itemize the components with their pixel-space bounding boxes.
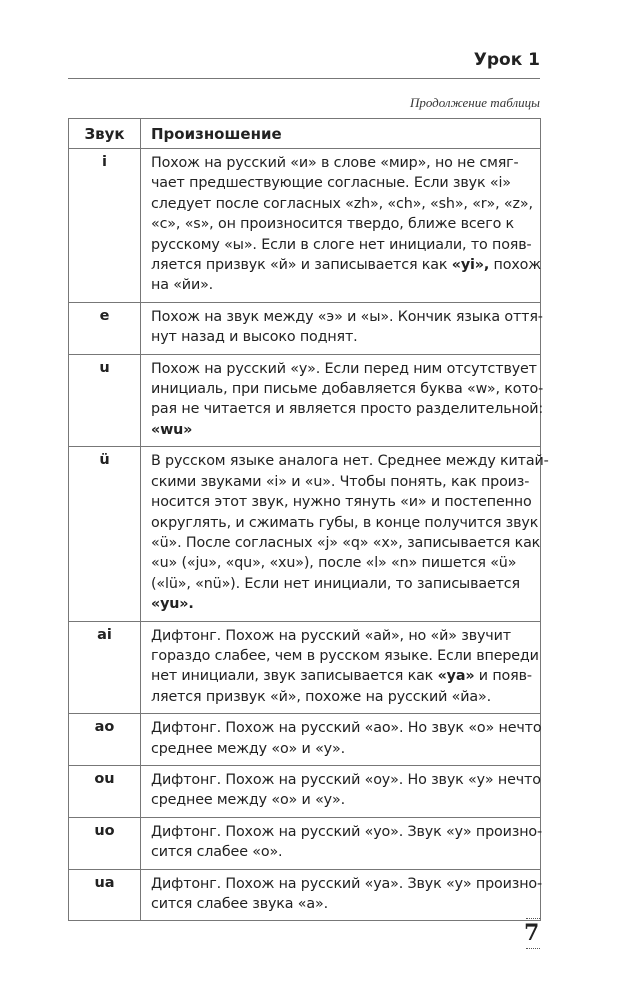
table-continuation-caption: Продолжение таблицы <box>409 95 540 110</box>
text-line <box>151 214 534 234</box>
text-segment: Дифтонг. Похож на русский «ай», но «й» звучит <box>151 627 511 644</box>
table-row <box>69 354 541 447</box>
text-line <box>151 451 549 471</box>
pronunciation-cell <box>141 817 541 869</box>
sound-cell: ao <box>69 714 141 766</box>
text-segment: похож <box>489 257 541 274</box>
text-segment: Дифтонг. Похож на русский «уо». Звук «у» произно- <box>151 823 543 840</box>
text-segment: рая не читается и является просто разделительной: <box>151 401 544 418</box>
text-segment: чает предшествующие согласные. Если звук «i» <box>151 175 511 192</box>
text-line <box>151 472 534 492</box>
text-line <box>151 874 543 894</box>
text-segment: В русском языке аналога нет. Среднее между китай- <box>151 453 549 470</box>
text-segment: «u» («ju», «qu», «xu»), после «l» «n» пишется «ü» <box>151 555 517 572</box>
text-line <box>151 492 534 512</box>
text-segment: «ü». После согласных «j» «q» «x», записывается как <box>151 534 541 551</box>
sound-cell: ü <box>69 447 141 621</box>
pronunciation-cell <box>141 869 541 921</box>
text-segment: среднее между «о» и «у». <box>151 740 345 757</box>
text-line <box>151 533 541 553</box>
text-line <box>151 235 534 255</box>
pronunciation-cell <box>141 302 541 354</box>
text-segment: («lü», «nü»). Если нет инициали, то записывается <box>151 575 520 592</box>
table-row <box>69 765 541 817</box>
sound-cell: ai <box>69 621 141 714</box>
text-line <box>151 553 534 573</box>
pronunciation-table <box>68 118 549 921</box>
text-segment: ляется призвук «й», похоже на русский «йа». <box>151 688 491 705</box>
table-row <box>69 149 541 303</box>
lesson-title: Урок 1 <box>473 50 540 70</box>
table-row <box>69 817 541 869</box>
text-line <box>151 739 534 759</box>
text-segment: скими звуками «i» и «u». Чтобы понять, как произ- <box>151 473 530 490</box>
text-segment: ляется призвук «й» и записывается как <box>151 257 452 274</box>
text-line <box>151 646 539 666</box>
page-number: 7 <box>524 920 540 946</box>
text-line <box>151 153 534 173</box>
text-line <box>151 718 542 738</box>
text-line <box>151 687 534 707</box>
text-line <box>151 194 534 214</box>
text-line <box>151 822 543 842</box>
table-row <box>69 447 541 621</box>
pronunciation-cell <box>141 621 541 714</box>
table-row <box>69 869 541 921</box>
header-divider <box>68 78 540 79</box>
bold-text-segment: «yu». <box>151 596 194 613</box>
text-line <box>151 307 543 327</box>
sound-cell: e <box>69 302 141 354</box>
text-line <box>151 327 534 347</box>
sound-cell: ou <box>69 765 141 817</box>
text-segment: сится слабее «о». <box>151 844 283 861</box>
text-segment: нет инициали, звук записывается как <box>151 668 438 685</box>
text-line <box>151 359 537 379</box>
sound-cell: ua <box>69 869 141 921</box>
text-line <box>151 255 541 275</box>
text-line <box>151 275 534 295</box>
text-segment: русскому «ы». Если в слоге нет инициали, то появ- <box>151 236 532 253</box>
text-segment: Дифтонг. Похож на русский «уа». Звук «у» произно- <box>151 875 543 892</box>
bold-text-segment: «yi», <box>451 257 490 274</box>
table-header-row <box>69 119 541 149</box>
text-segment: Похож на русский «и» в слове «мир», но не смяг- <box>151 155 519 171</box>
text-line <box>151 574 534 594</box>
text-segment: Похож на русский «у». Если перед ним отсутствует <box>151 360 537 377</box>
text-line <box>151 420 534 440</box>
text-segment: гораздо слабее, чем в русском языке. Если впереди <box>151 647 539 664</box>
page-number-ornament-top <box>526 918 540 919</box>
text-segment: инициаль, при письме добавляется буква «w», кото- <box>151 381 544 398</box>
text-line <box>151 626 534 646</box>
text-line <box>151 379 544 399</box>
text-segment: среднее между «о» и «у». <box>151 792 345 809</box>
text-segment: Дифтонг. Похож на русский «оу». Но звук «у» нечто <box>151 771 541 788</box>
sound-cell: u <box>69 354 141 447</box>
table-row <box>69 714 541 766</box>
bold-text-segment: «ya» <box>437 668 475 685</box>
text-segment: Дифтонг. Похож на русский «ао». Но звук «о» нечто <box>151 720 542 737</box>
pronunciation-cell <box>141 149 541 303</box>
text-line <box>151 666 534 686</box>
text-segment: «c», «s», он произносится твердо, ближе всего к <box>151 216 515 233</box>
table-row <box>69 621 541 714</box>
pronunciation-cell <box>141 447 549 621</box>
text-segment: и появ- <box>474 668 532 685</box>
text-line <box>151 399 544 419</box>
text-line <box>151 594 534 614</box>
text-line <box>151 842 534 862</box>
text-segment: носится этот звук, нужно тянуть «и» и постепенно <box>151 494 532 511</box>
pronunciation-cell <box>141 714 541 766</box>
table-row <box>69 302 541 354</box>
text-line <box>151 770 541 790</box>
text-segment: округлять, и сжимать губы, в конце получится звук <box>151 514 539 531</box>
text-line <box>151 173 534 193</box>
page-number-ornament-bottom <box>526 948 540 949</box>
text-line <box>151 790 534 810</box>
sound-cell: i <box>69 149 141 303</box>
text-segment: следует после согласных «zh», «ch», «sh», «r», «z», <box>151 195 533 212</box>
text-segment: сится слабее звука «а». <box>151 896 328 912</box>
text-segment: нут назад и высоко поднят. <box>151 329 358 346</box>
text-segment: на «йи». <box>151 277 214 294</box>
column-header-sound: Звук <box>69 119 141 149</box>
bold-text-segment: «wu» <box>151 421 193 438</box>
sound-cell: uo <box>69 817 141 869</box>
text-segment: Похож на звук между «э» и «ы». Кончик языка оття- <box>151 308 543 325</box>
text-line <box>151 894 534 914</box>
column-header-pronunciation: Произношение <box>141 119 541 149</box>
pronunciation-cell <box>141 354 544 447</box>
text-line <box>151 513 539 533</box>
pronunciation-cell <box>141 765 541 817</box>
